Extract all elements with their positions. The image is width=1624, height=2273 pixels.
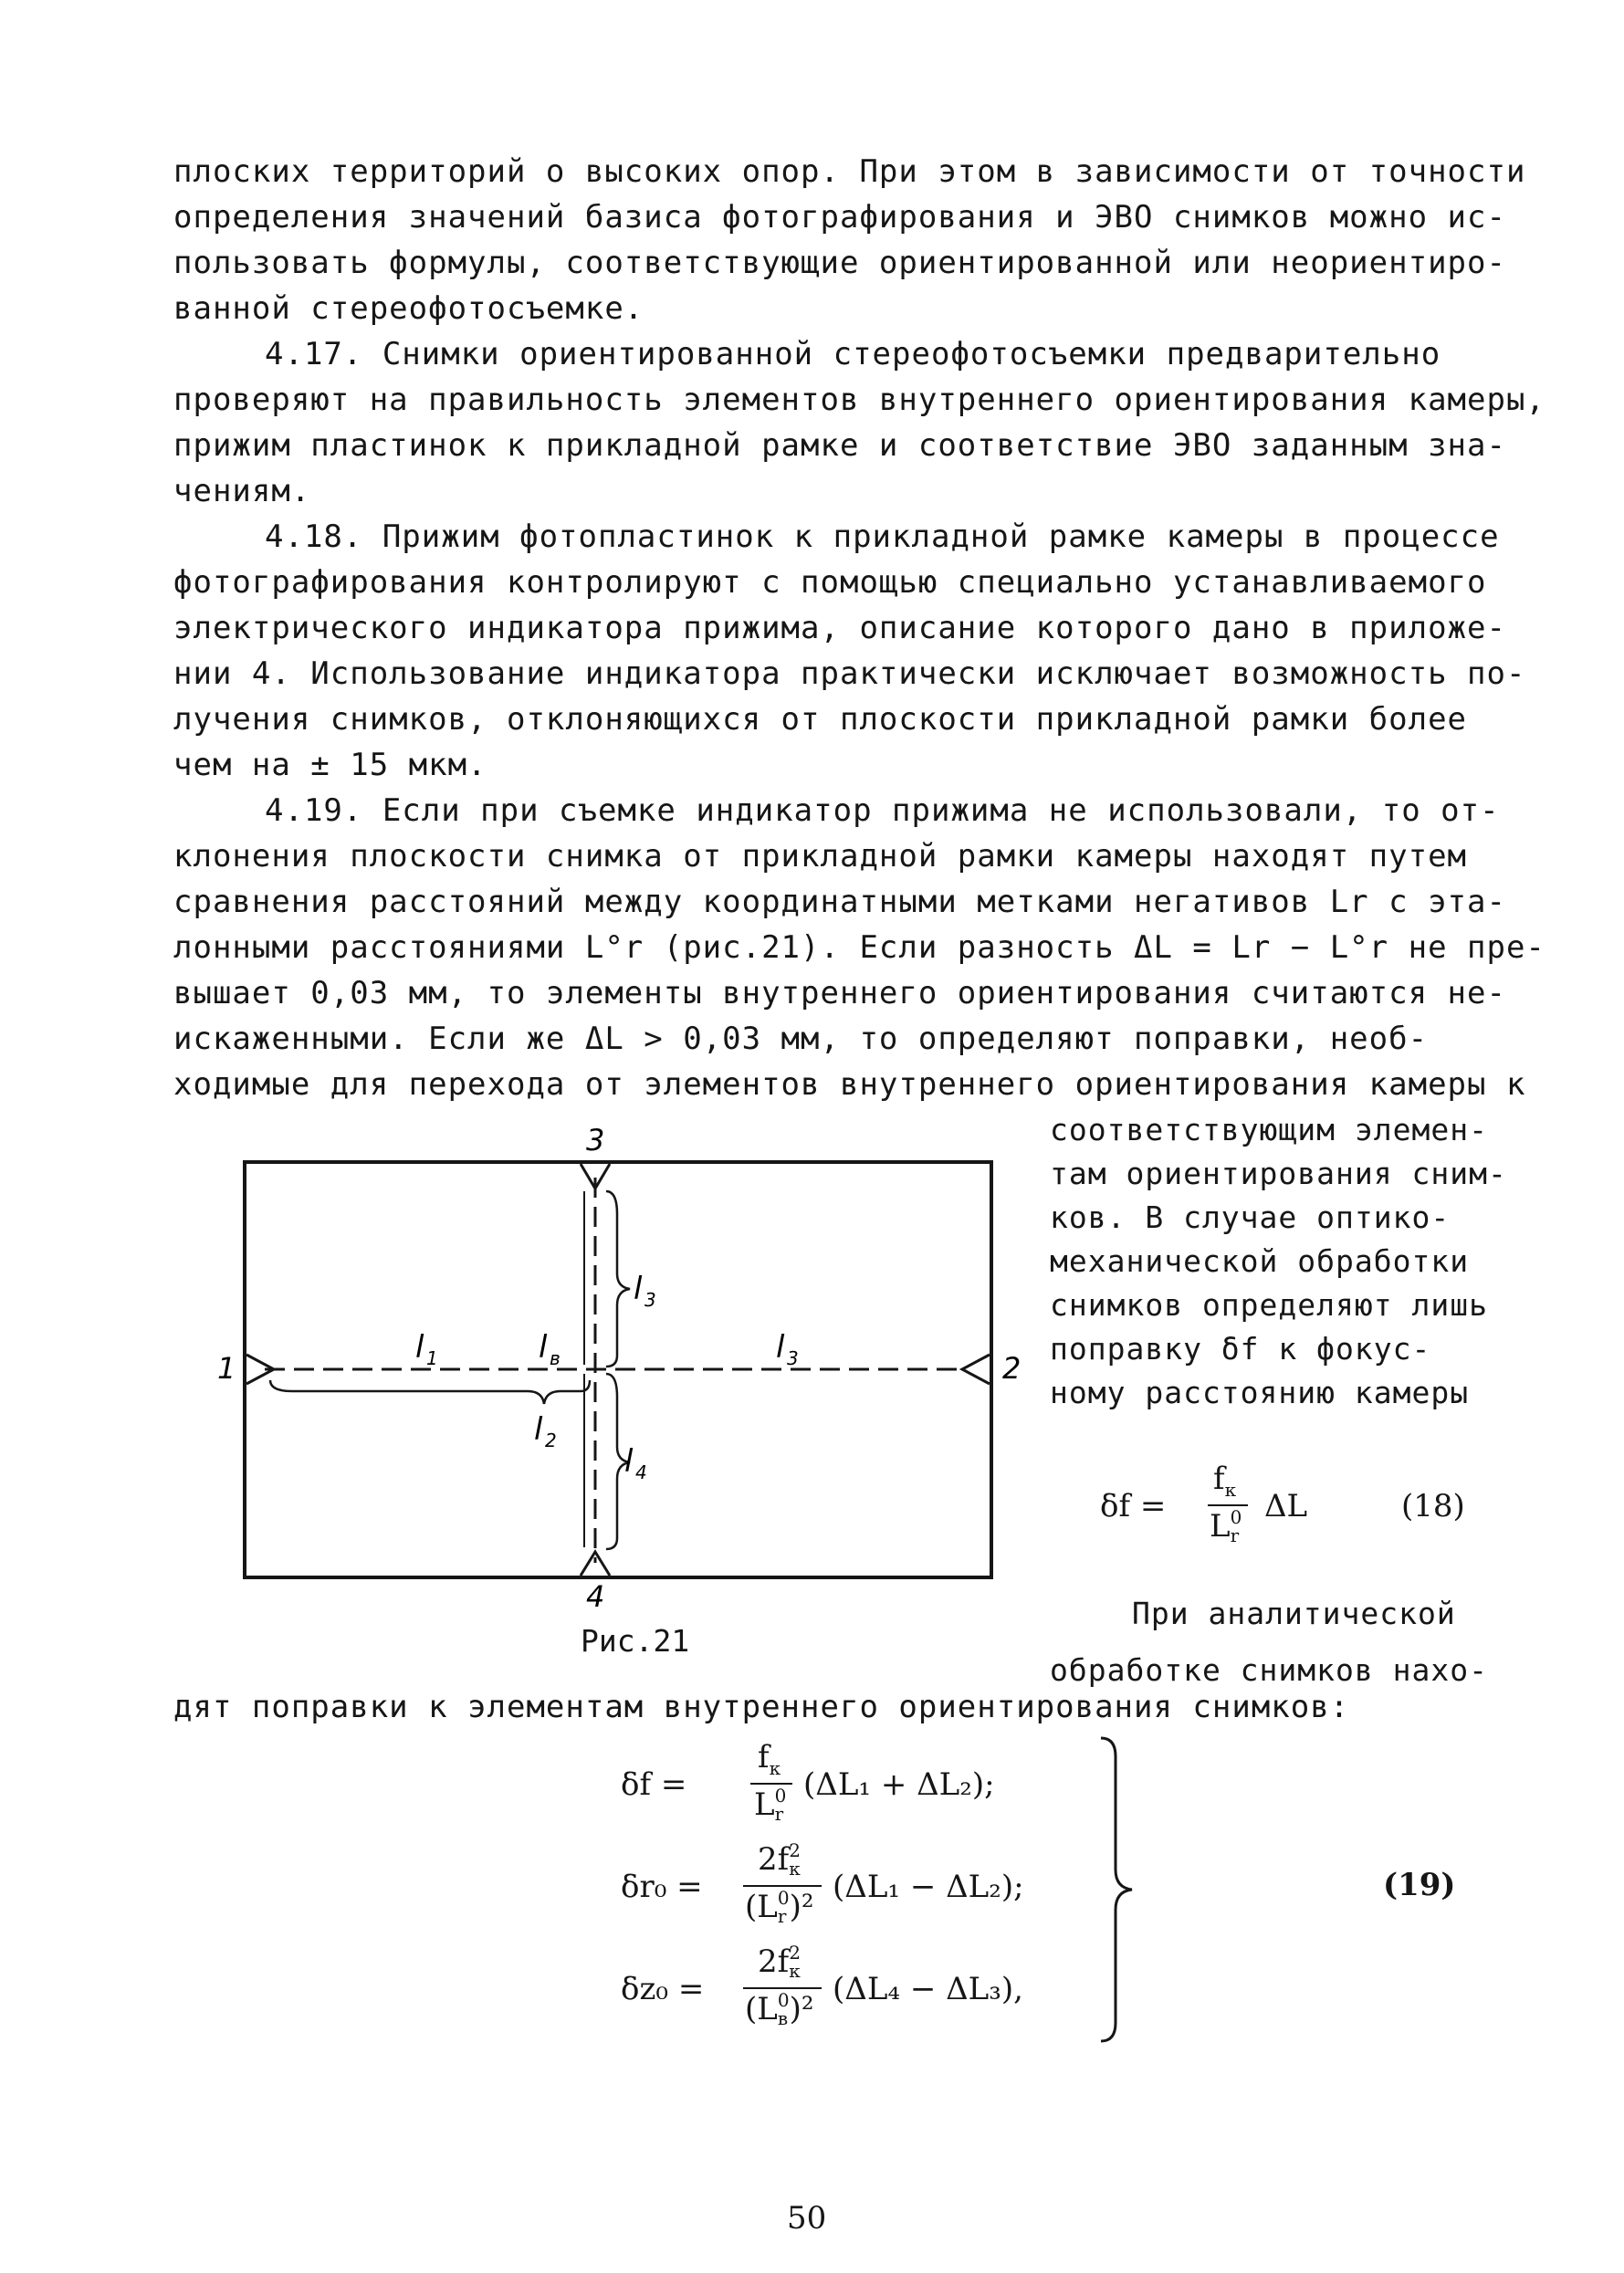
segment-label-l2	[534, 1411, 557, 1451]
fiducial-mark-3	[581, 1164, 610, 1189]
svg-text:2: 2	[545, 1430, 557, 1451]
side-line: соответствующим элемен-	[1050, 1112, 1488, 1147]
segment-label-l3-horizontal	[776, 1329, 799, 1369]
frame-rect	[245, 1162, 991, 1577]
formula-19-row-2: δr₀ = 2f 2 к (L 0 r )² (ΔL₁ − ΔL₂);	[621, 1839, 1024, 1927]
body-line: 4.19. Если при съемке индикатор прижима не использовали, то от-	[265, 792, 1500, 829]
fiducial-mark-4	[581, 1552, 610, 1576]
mark-label-3: 3	[586, 1123, 605, 1157]
side-line: ному расстоянию камеры	[1050, 1375, 1470, 1410]
body-line: чем на ± 15 мкм.	[173, 747, 487, 783]
mark-label-4: 4	[586, 1579, 605, 1614]
side-line: снимков определяют лишь	[1050, 1287, 1488, 1323]
formula-19-brace	[1095, 1734, 1150, 2045]
formula-18	[1100, 1461, 1483, 1561]
svg-text:l: l	[634, 1271, 643, 1307]
body-line: искаженными. Если же ΔL > 0,03 мм, то определяют поправки, необ-	[173, 1021, 1429, 1057]
side-line: механической обработки	[1050, 1243, 1470, 1279]
svg-text:3: 3	[787, 1347, 799, 1369]
body-line: 4.17. Снимки ориентированной стереофотосъемки предварительно	[265, 336, 1441, 372]
body-line: чениям.	[173, 473, 311, 509]
svg-text:l: l	[534, 1411, 543, 1448]
brace-vertical-l4	[606, 1374, 630, 1549]
segment-label-lv	[539, 1329, 561, 1369]
body-line: пользовать формулы, соответствующие ориентированной или неориентиро-	[173, 245, 1506, 281]
svg-text:1: 1	[426, 1347, 438, 1369]
svg-text:l: l	[776, 1329, 785, 1366]
fiducial-mark-2	[962, 1355, 990, 1384]
after-text-1: При аналитической	[1132, 1596, 1456, 1631]
formula-18-tail: ΔL	[1264, 1488, 1308, 1524]
body-line: плоских территорий о высоких опор. При этом в зависимости от точности	[173, 153, 1526, 190]
svg-text:3: 3	[644, 1289, 656, 1311]
body-line: сравнения расстояний между координатными метками негативов Lr с эта-	[173, 884, 1506, 920]
brace-horizontal-l2	[270, 1380, 590, 1404]
formula-18-lhs: δf =	[1100, 1488, 1167, 1524]
svg-text:в: в	[550, 1347, 561, 1369]
brace-vertical-l3	[606, 1191, 630, 1367]
figure-caption: Рис.21	[581, 1623, 690, 1659]
body-line: проверяют на правильность элементов внутреннего ориентирования камеры,	[173, 382, 1545, 418]
formula-18-num: $f_к$	[1213, 1461, 1237, 1501]
after-text-2: обработке снимков нахо-	[1050, 1652, 1488, 1688]
body-line: лучения снимков, отклоняющихся от плоскости прикладной рамки более	[173, 701, 1468, 738]
formula-19-row-1: δf = $f_к$ L 0 r (ΔL₁ + ΔL₂);	[621, 1739, 995, 1825]
side-line: ков. В случае оптико-	[1050, 1199, 1451, 1235]
body-line: электрического индикатора прижима, описание которого дано в приложе-	[173, 610, 1506, 646]
mark-label-1: 1	[217, 1351, 236, 1386]
svg-text:l: l	[415, 1329, 424, 1366]
body-line: определения значений базиса фотографирования и ЭВО снимков можно ис-	[173, 199, 1506, 236]
side-line: поправку δf к фокус-	[1050, 1331, 1431, 1367]
svg-text:4: 4	[635, 1461, 647, 1483]
mark-label-2: 2	[1002, 1351, 1022, 1386]
body-line: лонными расстояниями L°r (рис.21). Если разность ΔL = Lr − L°r не пре-	[173, 929, 1545, 966]
body-line: прижим пластинок к прикладной рамке и соответствие ЭВО заданным зна-	[173, 427, 1506, 464]
body-line: ходимые для перехода от элементов внутреннего ориентирования камеры к	[173, 1066, 1526, 1103]
formula-19-row-3: δz₀ = 2f 2 к (L 0 в )² (ΔL₄ − ΔL₃),	[621, 1942, 1023, 2029]
formula-19-number: (19)	[1383, 1867, 1456, 1903]
segment-label-l1	[415, 1329, 438, 1369]
side-line: там ориентирования сним-	[1050, 1156, 1507, 1191]
segment-label-l4	[624, 1443, 647, 1483]
svg-text:l: l	[539, 1329, 548, 1366]
formulas-19	[602, 1739, 1150, 2040]
body-line: вышает 0,03 мм, то элементы внутреннего ориентирования считаются не-	[173, 975, 1506, 1011]
body-line: ванной стереофотосъемке.	[173, 290, 644, 327]
svg-text:l: l	[624, 1443, 634, 1480]
body-line: 4.18. Прижим фотопластинок к прикладной рамке камеры в процессе	[265, 518, 1500, 555]
body-line: нии 4. Использование индикатора практически исключает возможность по-	[173, 655, 1526, 692]
formula-18-den: L 0 r	[1210, 1506, 1242, 1546]
formula-18-fraction-bar	[1208, 1504, 1248, 1506]
body-line: клонения плоскости снимка от прикладной рамки камеры находят путем	[173, 838, 1468, 875]
continue-text: дят поправки к элементам внутреннего ориентирования снимков:	[173, 1689, 1350, 1725]
body-line: фотографирования контролируют с помощью специально устанавливаемого	[173, 564, 1487, 601]
formula-18-number: (18)	[1401, 1488, 1465, 1524]
segment-label-l3-vertical	[634, 1271, 656, 1311]
page-number: 50	[787, 2200, 827, 2236]
fiducial-mark-1	[246, 1355, 274, 1384]
